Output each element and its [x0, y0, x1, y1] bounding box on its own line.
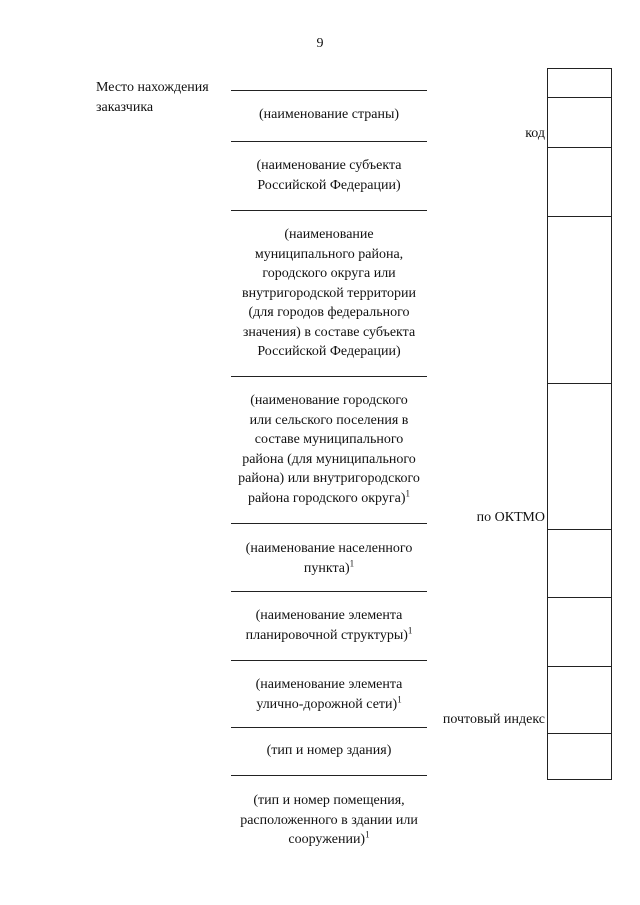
country-code-cell[interactable]	[547, 68, 612, 98]
settlement-oktmo-box[interactable]	[547, 383, 612, 530]
caption-settlement: (наименование городского или сельского поселения в составе муниципального района (для муниципального района) или внутригородского района городского округа)$^1$	[238, 393, 420, 506]
district-oktmo-box[interactable]	[547, 216, 612, 384]
locality-input-line[interactable]	[231, 523, 427, 524]
subject-code-box[interactable]	[547, 147, 612, 217]
locality-oktmo-box[interactable]	[547, 529, 612, 598]
code-label: код	[525, 126, 545, 141]
building-input-line[interactable]	[231, 727, 427, 728]
caption-subject: (наименование субъекта Российской Федерации)	[256, 158, 402, 193]
subject-input-line[interactable]	[231, 141, 427, 142]
street-element-box[interactable]	[547, 666, 612, 734]
planning-element-input-line[interactable]	[231, 591, 427, 592]
district-input-line[interactable]	[231, 210, 427, 211]
caption-planning-element: (наименование элемента планировочной структуры)$^1$	[245, 608, 413, 643]
planning-element-box[interactable]	[547, 597, 612, 667]
caption-building: (тип и номер здания)	[266, 743, 392, 758]
page-number: 9	[316, 36, 324, 51]
postal-code-box[interactable]	[547, 733, 612, 780]
street-element-input-line[interactable]	[231, 660, 427, 661]
country-input-line[interactable]	[231, 90, 427, 91]
premises-input-line[interactable]	[231, 775, 427, 776]
caption-street-element: (наименование элемента улично-дорожной сети)$^1$	[255, 677, 403, 712]
postal-code-label: почтовый индекс	[442, 712, 545, 727]
oktmo-label: по ОКТМО	[476, 510, 545, 525]
caption-premises: (тип и номер помещения, расположенного в здании или сооружении)$^1$	[240, 793, 418, 847]
caption-country: (наименование страны)	[258, 107, 400, 122]
caption-district: (наименование муниципального района, городского округа или внутригородской территории (для городов федерального значения) в составе субъекта Российской Федерации)	[241, 227, 417, 359]
settlement-input-line[interactable]	[231, 376, 427, 377]
country-code-box[interactable]	[547, 97, 612, 148]
customer-location-label: Место нахождения заказчика	[96, 80, 209, 115]
caption-locality: (наименование населенного пункта)$^1$	[245, 541, 413, 576]
